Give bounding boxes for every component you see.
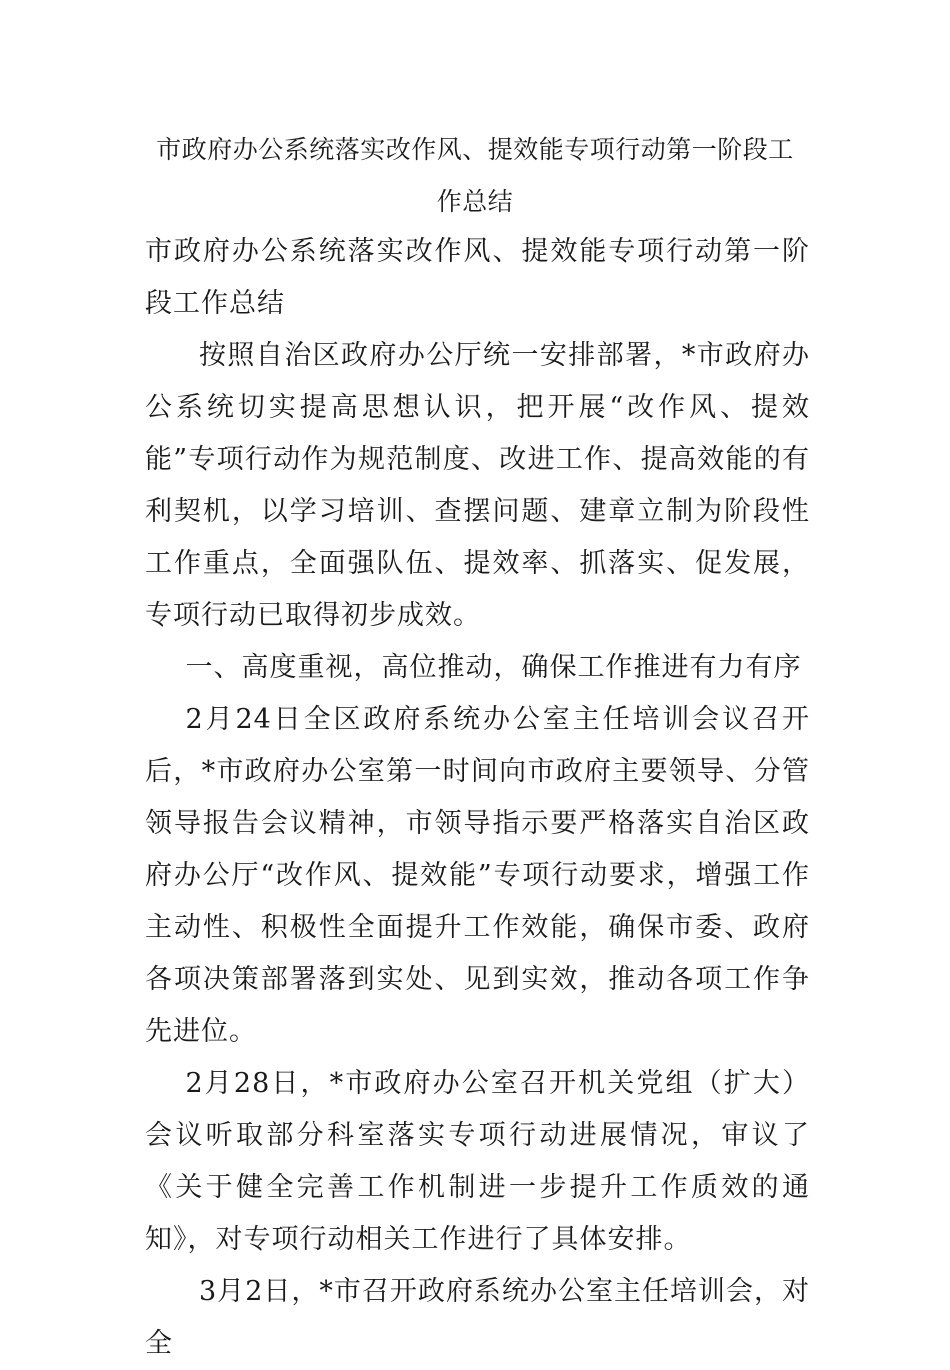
document-title: 市政府办公系统落实改作风、提效能专项行动第一阶段工作总结: [156, 135, 794, 216]
paragraph-mar-2: 3月2日，*市召开政府系统办公室主任培训会，对全: [145, 1276, 810, 1359]
document-body: [145, 226, 810, 1370]
paragraph-feb-28: 2月28日，*市政府办公室召开机关党组（扩大）会议听取部分科室落实专项行动进展情况，审议了《关于健全完善工作机制进一步提升工作质效的通知》，对专项行动相关工作进行了具体安排。: [145, 1068, 810, 1255]
paragraph-feb-24: 2月24日全区政府系统办公室主任培训会议召开后，*市政府办公室第一时间向市政府主要领导、分管领导报告会议精神，市领导指示要严格落实自治区政府办公厅“改作风、提效能”专项行动要求，增强工作主动性、积极性全面提升工作效能，确保市委、政府各项决策部署落到实处、见到实效，推动各项工作争先进位。: [145, 704, 810, 1047]
paragraph-intro: 按照自治区政府办公厅统一安排部署，*市政府办公系统切实提高思想认识，把开展“改作风、提效能”专项行动作为规范制度、改进工作、提高效能的有利契机，以学习培训、查摆问题、建章立制为阶段性工作重点，全面强队伍、提效率、抓落实、促发展，专项行动已取得初步成效。: [145, 340, 810, 631]
document-subtitle: 市政府办公系统落实改作风、提效能专项行动第一阶段工作总结: [145, 236, 810, 319]
section-heading-1: 一、高度重视，高位推动，确保工作推进有力有序: [185, 652, 802, 683]
